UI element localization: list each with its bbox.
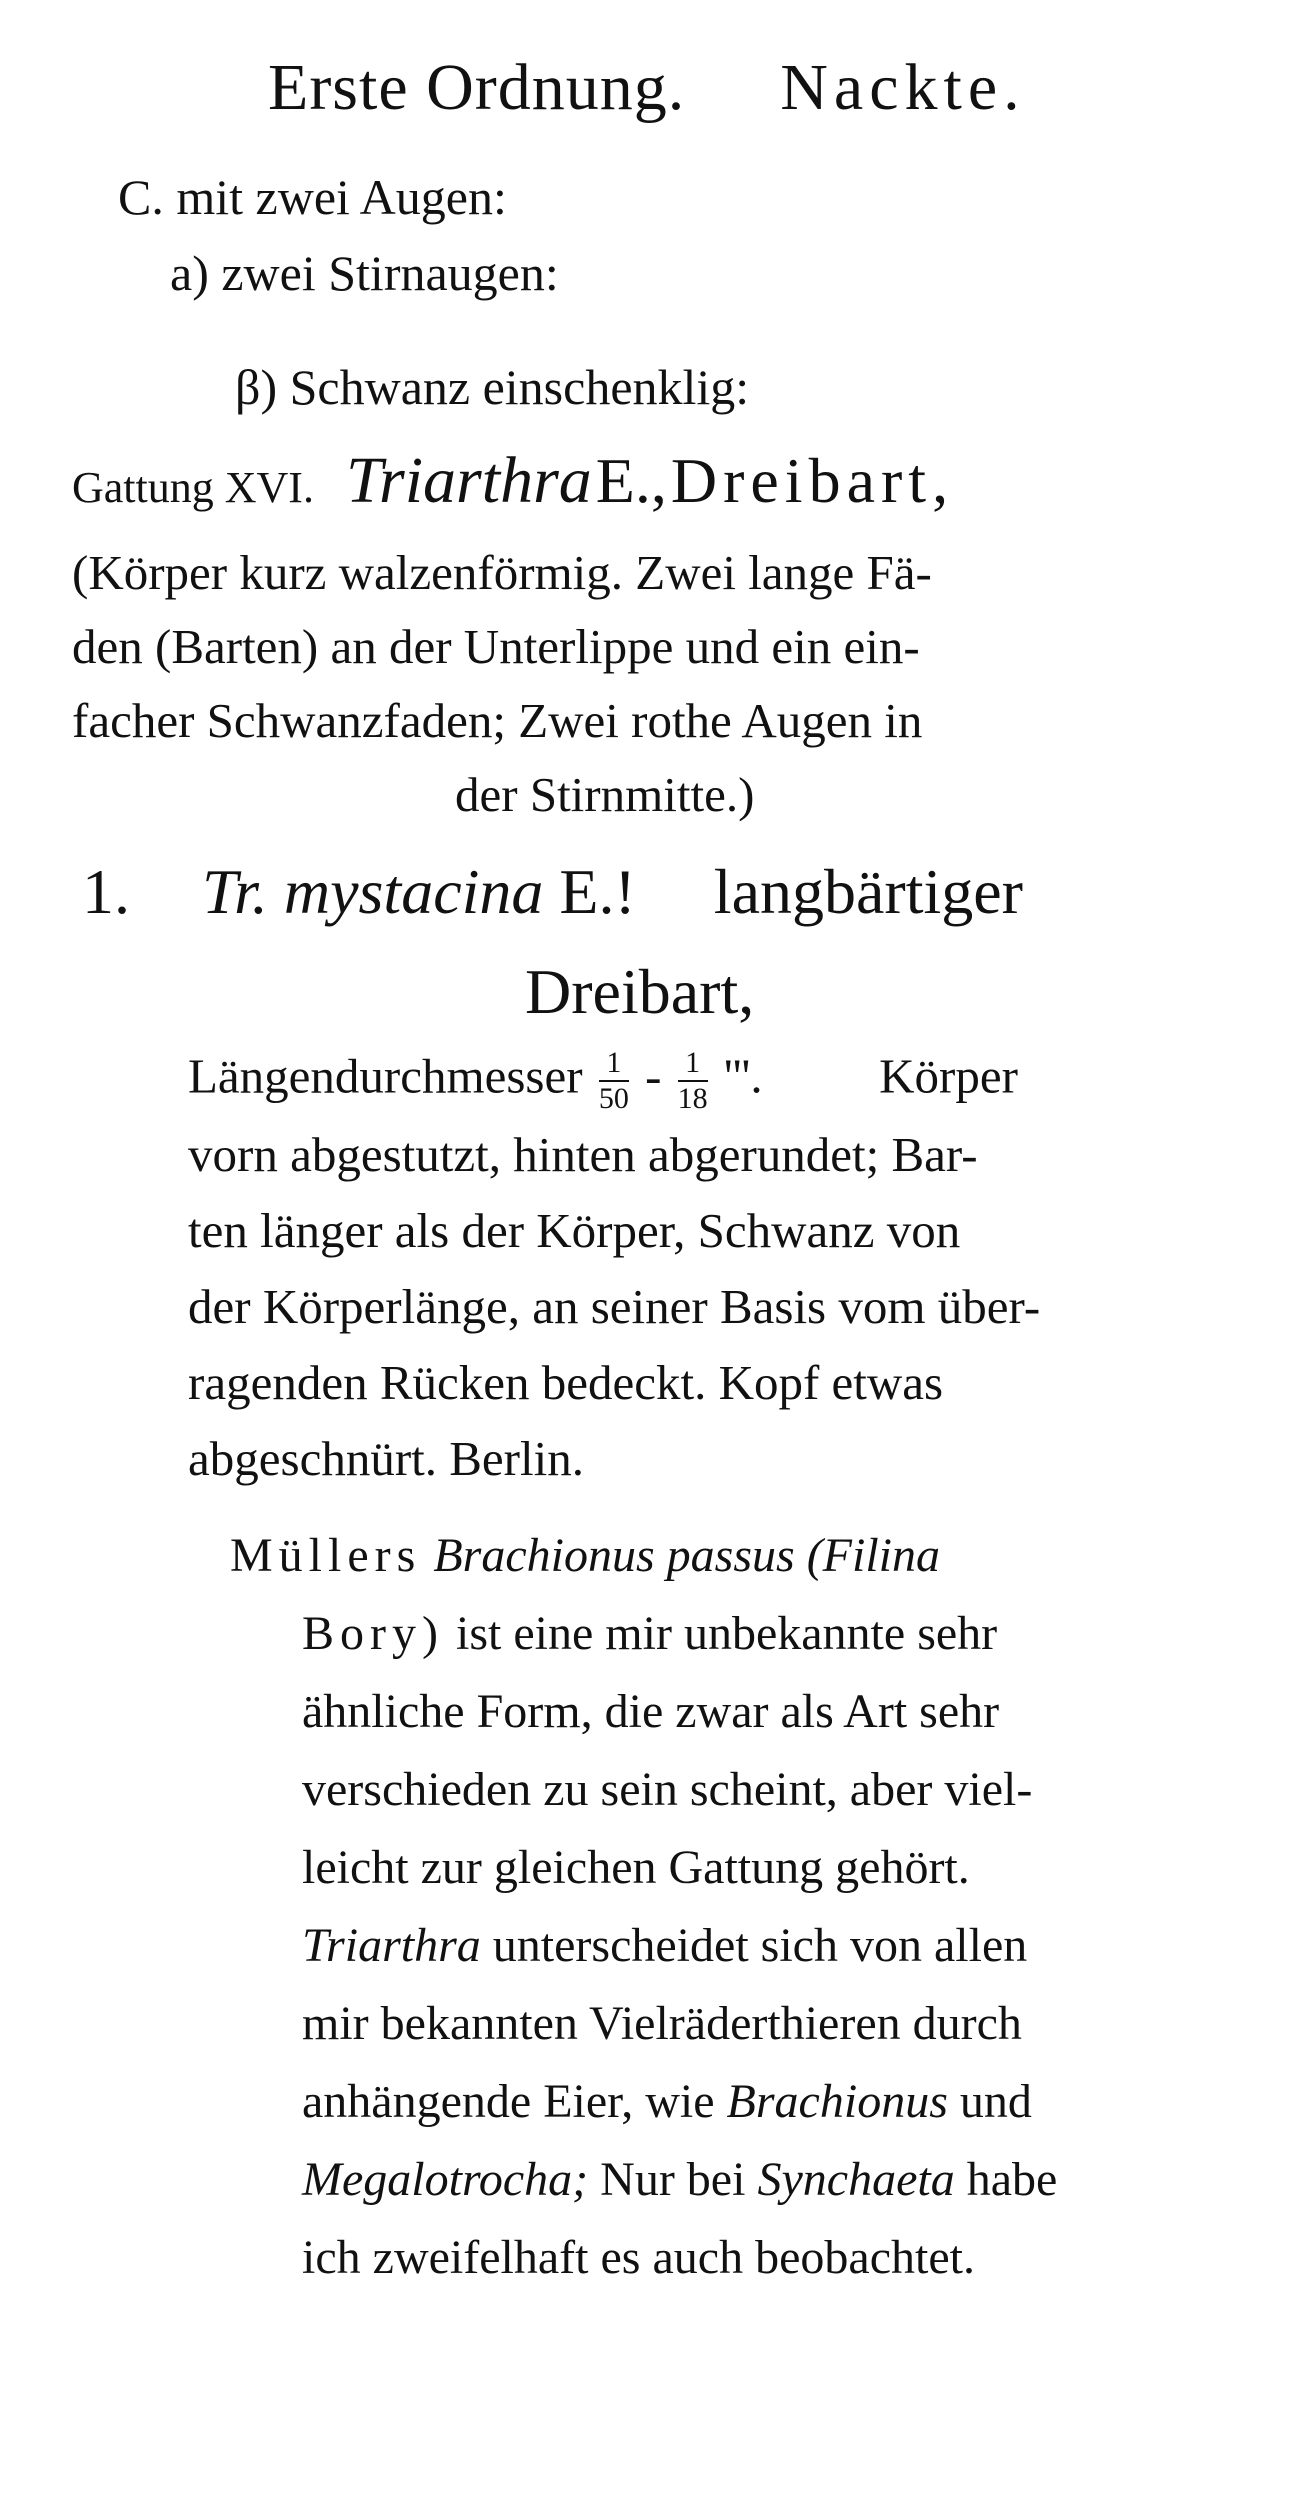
measurement-line [188, 1048, 1018, 1114]
note-latin-triarthra: Triarthra [302, 1919, 481, 1972]
page-heading [268, 51, 1026, 124]
fraction-dash: - [645, 1048, 662, 1104]
note-latin-filina: (Filina [806, 1529, 940, 1582]
genus-description-line-2: den (Barten) an der Unterlippe und ein ein- [72, 619, 920, 674]
genus-description-line-3: facher Schwanzfaden; Zwei rothe Augen in [72, 693, 923, 748]
fraction-min [599, 1048, 629, 1114]
genus-german-name: Dreibart, [670, 445, 955, 516]
group-a-heading: a) zwei Stirnaugen: [170, 245, 559, 301]
note-line-6 [302, 1919, 1028, 1972]
note-line-9 [302, 2153, 1058, 2206]
species-line [82, 856, 1023, 927]
note-line-9-end: habe [966, 2153, 1058, 2206]
note-line-4: verschieden zu sein scheint, aber viel- [302, 1763, 1033, 1816]
genus-author: E., [595, 445, 667, 516]
note-line-1 [230, 1529, 940, 1582]
genus-description-line-4: der Stirnmitte.) [455, 767, 755, 822]
heading-nackte: Nackte. [780, 51, 1026, 124]
species-description-line-5: abgeschnürt. Berlin. [188, 1431, 584, 1486]
measurement-label: Längendurchmesser [188, 1048, 583, 1104]
genus-description-line-1: (Körper kurz walzenförmig. Zwei lange Fä- [72, 545, 932, 600]
species-latin-name: Tr. mystacina [202, 856, 544, 927]
fraction-max [678, 1048, 708, 1114]
group-c-heading: C. mit zwei Augen: [118, 169, 507, 225]
note-line-7: mir bekannten Vielräderthieren durch [302, 1997, 1022, 2050]
species-description-line-3: der Körperlänge, an seiner Basis vom über- [188, 1279, 1041, 1334]
note-author-bory: Bory) [302, 1607, 444, 1660]
species-number: 1. [82, 856, 130, 927]
note-latin-brachionus-passus: Brachionus passus [433, 1529, 795, 1582]
note-line-5: leicht zur gleichen Gattung gehört. [302, 1841, 970, 1894]
species-description-line-4: ragenden Rücken bedeckt. Kopf etwas [188, 1355, 944, 1410]
note-line-3: ähnliche Form, die zwar als Art sehr [302, 1685, 1000, 1738]
heading-order: Erste Ordnung. [268, 51, 686, 124]
group-beta-heading: β) Schwanz einschenklig: [235, 359, 750, 415]
species-description-line-2: ten länger als der Körper, Schwanz von [188, 1203, 961, 1258]
genus-line [72, 444, 955, 517]
note-author-mueller: Müllers [230, 1529, 422, 1582]
genus-label: Gattung XVI. [72, 463, 314, 512]
species-author: E.! [559, 856, 636, 927]
fraction-max-numerator: 1 [678, 1048, 708, 1082]
note-line-10: ich zweifelhaft es auch beobachtet. [302, 2231, 975, 2284]
note-latin-megalotrocha: Megalotrocha; [302, 2153, 589, 2206]
genus-latin-name: Triarthra [345, 444, 592, 517]
note-line-8-end: und [959, 2075, 1032, 2128]
note-latin-brachionus: Brachionus [726, 2075, 948, 2128]
species-description-line-1: vorn abgestutzt, hinten abgerundet; Bar- [188, 1127, 978, 1182]
note-line-8 [302, 2075, 1032, 2128]
note-line-6-text: unterscheidet sich von allen [492, 1919, 1028, 1972]
note-line-9-mid: Nur bei [600, 2153, 746, 2206]
measurement-rest: Körper [879, 1048, 1018, 1104]
species-german-name-2: Dreibart, [525, 956, 755, 1027]
note-line-2 [302, 1607, 998, 1660]
measurement-unit: '''. [723, 1048, 763, 1104]
fraction-min-numerator: 1 [599, 1048, 629, 1082]
fraction-max-denominator: 18 [677, 1082, 708, 1115]
note-line-2-text: ist eine mir unbekannte sehr [455, 1607, 998, 1660]
species-german-name-1: langbärtiger [713, 856, 1023, 927]
note-line-8-text: anhängende Eier, wie [302, 2075, 715, 2128]
fraction-min-denominator: 50 [598, 1082, 629, 1115]
note-latin-synchaeta: Synchaeta [757, 2153, 955, 2206]
